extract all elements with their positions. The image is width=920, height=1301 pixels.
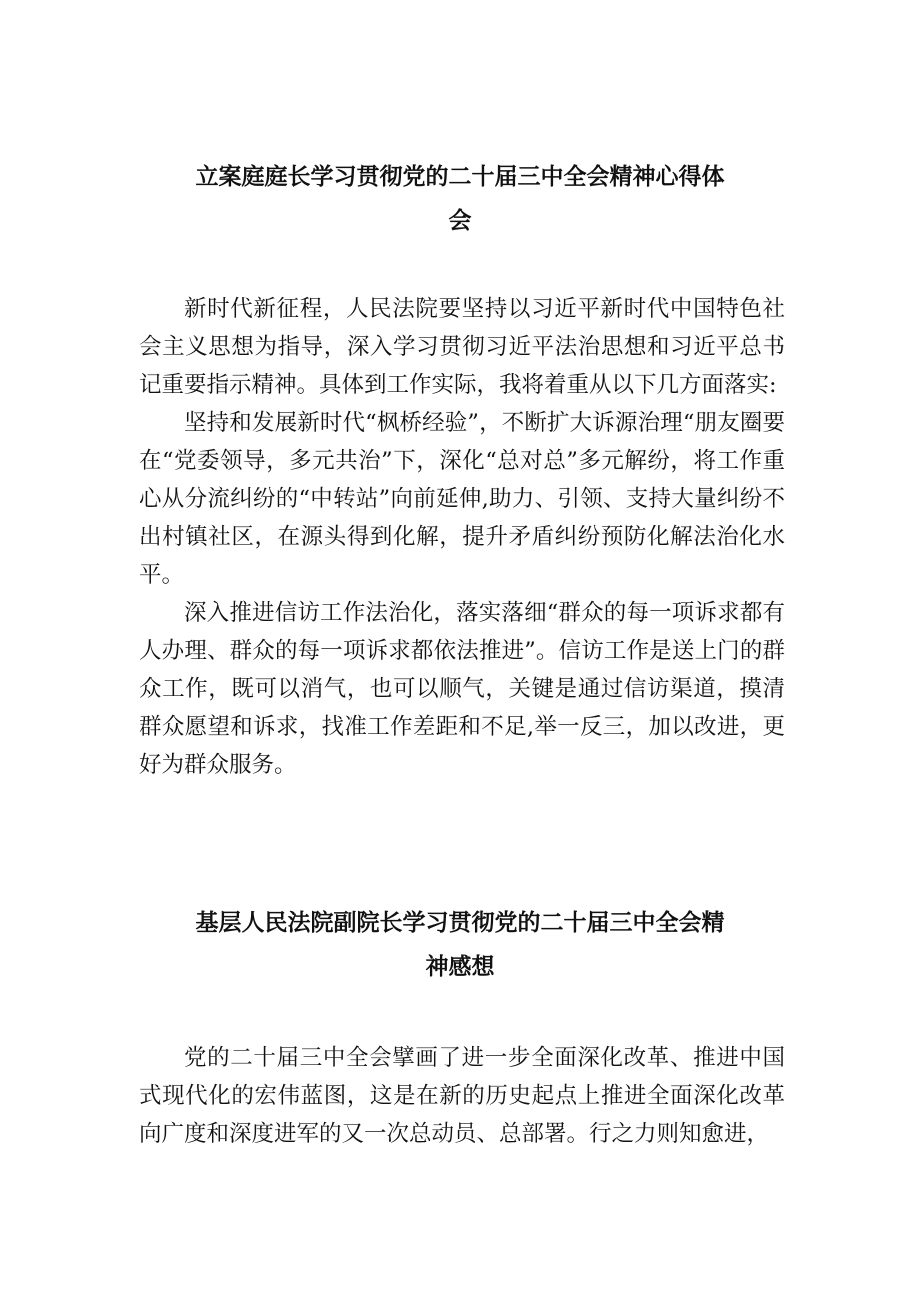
- article-1-title-line-2: 会: [448, 208, 472, 234]
- article-1-paragraph-1: 新时代新征程，人民法院要坚持以习近平新时代中国特色社会主义思想为指导，深入学习贯彻习近平法治思想和习近平总书记重要指示精神。具体到工作实际，我将着重从以下几方面落实:: [139, 296, 785, 398]
- article-2-body: [139, 1039, 785, 1153]
- article-2-paragraph-1: 党的二十届三中全会擘画了进一步全面深化改革、推进中国式现代化的宏伟蓝图，这是在新的历史起点上推进全面深化改革向广度和深度进军的又一次总动员、总部署。行之力则知愈进，: [139, 1045, 785, 1147]
- article-2-title-line-1: 基层人民法院副院长学习贯彻党的二十届三中全会精: [195, 910, 725, 936]
- article-1-title: [140, 155, 780, 243]
- article-1-body: [139, 290, 785, 784]
- article-1-paragraph-3: 深入推进信访工作法治化，落实落细“群众的每一项诉求都有人办理、群众的每一项诉求都依法推进”。信访工作是送上门的群众工作，既可以消气，也可以顺气，关键是通过信访渠道，摸清群众愿望和诉求，找准工作差距和不足,举一反三，加以改进，更好为群众服务。: [139, 600, 785, 778]
- article-1-paragraph-2: 坚持和发展新时代“枫桥经验”，不断扩大诉源治理“朋友圈要在“党委领导，多元共治”下，深化“总对总”多元解纷，将工作重心从分流纠纷的“中转站”向前延伸,助力、引领、支持大量纠纷不出村镇社区，在源头得到化解，提升矛盾纠纷预防化解法治化水平。: [139, 410, 785, 588]
- article-2-title-line-2: 神感想: [425, 954, 495, 980]
- article-1-title-line-1: 立案庭庭长学习贯彻党的二十届三中全会精神心得体: [195, 164, 725, 190]
- article-2-title: [140, 901, 780, 989]
